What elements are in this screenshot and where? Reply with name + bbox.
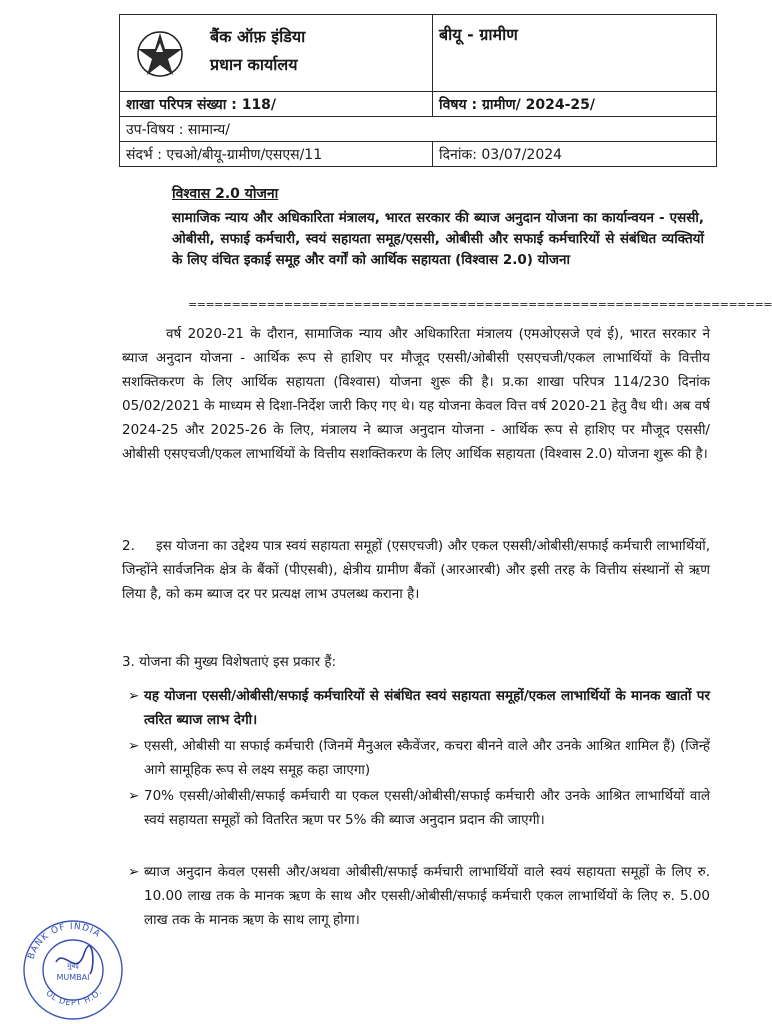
bank-seal-stamp <box>18 918 128 1022</box>
paragraph-2-text: इस योजना का उद्देश्य पात्र स्वयं सहायता समूहों (एसएचजी) और एकल एससी/ओबीसी/सफाई कर्मचारी लाभार्थियों, जिन्होंने सार्वजनिक क्षेत्र के बैंकों (पीएसबी), क्षेत्रीय ग्रामीण बैंकों (आरआरबी) और इसी तरह के वित्तीय संस्थानों से ऋण लिया है, को कम ब्याज दर पर प्रत्यक्ष लाभ उपलब्ध कराना है। <box>122 538 710 602</box>
date: दिनांक: 03/07/2024 <box>433 142 717 167</box>
circular-number: शाखा परिपत्र संख्या : 118/ <box>120 92 433 117</box>
bullet-4-text: ब्याज अनुदान केवल एससी और/अथवा ओबीसी/सफाई कर्मचारी लाभार्थियों वाले स्वयं सहायता समूहों के लिए रु. 10.00 लाख तक के मानक ऋण के साथ और एससी/ओबीसी/सफाई कर्मचारी एकल लाभार्थियों के लिए रु. 5.00 लाख तक के मानक ऋण के साथ लागू होगा। <box>144 864 710 928</box>
office-name: प्रधान कार्यालय <box>210 55 298 74</box>
arrow-bullet-icon: ➢ <box>128 688 140 704</box>
department: बीयू - ग्रामीण <box>433 15 717 92</box>
bullet-3-text: 70% एससी/ओबीसी/सफाई कर्मचारी या एकल एससी/ओबीसी/सफाई कर्मचारी और उनके आश्रित लाभार्थियों वाले स्वयं सहायता समूहों को वितरित ऋण पर 5% की ब्याज अनुदान प्रदान की जाएगी। <box>144 788 710 828</box>
arrow-bullet-icon: ➢ <box>128 788 140 804</box>
bank-name-block <box>210 23 305 79</box>
sub-subject: उप-विषय : सामान्य/ <box>120 117 717 142</box>
separator-rule: =================================================================== <box>188 298 772 311</box>
bullet-2-text: एससी, ओबीसी या सफाई कर्मचारी (जिनमें मैनुअल स्कैवेंजर, कचरा बीनने वाले और उनके आश्रित शामिल हैं) (जिन्हें आगे सामूहिक रूप से लक्ष्य समूह कहा जाएगा) <box>144 738 710 778</box>
svg-text:OL DEPT H.O. <box>44 987 103 1007</box>
scheme-subject: सामाजिक न्याय और अधिकारिता मंत्रालय, भारत सरकार की ब्याज अनुदान योजना का कार्यान्वयन - एससी, ओबीसी, सफाई कर्मचारी, स्वयं सहायता समूह/एससी, ओबीसी और सफाई कर्मचारियों से संबंधित व्यक्तियों के लिए वंचित इकाई समूह और वर्गों को आर्थिक सहायता (विश्वास 2.0) योजना <box>172 210 704 268</box>
subject-line: विषय : ग्रामीण/ 2024-25/ <box>433 92 717 117</box>
arrow-bullet-icon: ➢ <box>128 864 140 880</box>
paragraph-2-number: 2. <box>122 538 135 554</box>
stamp-city-hindi: मुंबई <box>67 962 79 970</box>
stamp-bottom-text: OL DEPT H.O. <box>44 987 104 1008</box>
stamp-top-text: BANK OF INDIA <box>26 921 103 961</box>
bullet-item-3 <box>122 784 710 832</box>
bank-logo-cell <box>120 15 433 92</box>
paragraph-2 <box>122 534 710 606</box>
bullet-item-2 <box>122 734 710 782</box>
bullet-item-4 <box>122 860 710 932</box>
paragraph-1: वर्ष 2020-21 के दौरान, सामाजिक न्याय और अधिकारिता मंत्रालय (एमओएसजे एवं ई), भारत सरकार ने ब्याज अनुदान योजना - आर्थिक रूप से हाशिए पर मौजूद एससी/ओबीसी एसएचजी/एकल लाभार्थियों के वित्तीय सशक्तिकरण के लिए आर्थिक सहायता (विश्वास) योजना शुरू की है। प्र.का शाखा परिपत्र 114/230 दिनांक 05/02/2021 के माध्यम से दिशा-निर्देश जारी किए गए थे। यह योजना केवल वित्त वर्ष 2020-21 हेतु वैध थी। अब वर्ष 2024-25 और 2025-26 के लिए, मंत्रालय ने ब्याज अनुदान योजना - आर्थिक रूप से हाशिए पर मौजूद एससी/ओबीसी एसएचजी/एकल लाभार्थियों के वित्तीय सशक्तिकरण के लिए आर्थिक सहायता (विश्वास 2.0) योजना शुरू की है। <box>122 326 710 462</box>
bullet-1-text: यह योजना एससी/ओबीसी/सफाई कर्मचारियों से संबंधित स्वयं सहायता समूहों/एकल लाभार्थियों के मानक खातों पर त्वरित ब्याज लाभ देगी। <box>144 688 710 728</box>
paragraph-3-heading: 3. योजना की मुख्य विशेषताएं इस प्रकार हैं: <box>122 654 337 670</box>
header-table <box>119 14 717 167</box>
bullet-item-1 <box>122 684 710 732</box>
arrow-bullet-icon: ➢ <box>128 738 140 754</box>
star-emblem-icon <box>136 30 184 78</box>
reference: संदर्भ : एचओ/बीयू-ग्रामीण/एसएस/11 <box>120 142 433 167</box>
scheme-title: विश्वास 2.0 योजना <box>172 186 279 202</box>
stamp-city: MUMBAI <box>56 973 90 982</box>
bank-name: बैंक ऑफ़ इंडिया <box>210 27 306 46</box>
